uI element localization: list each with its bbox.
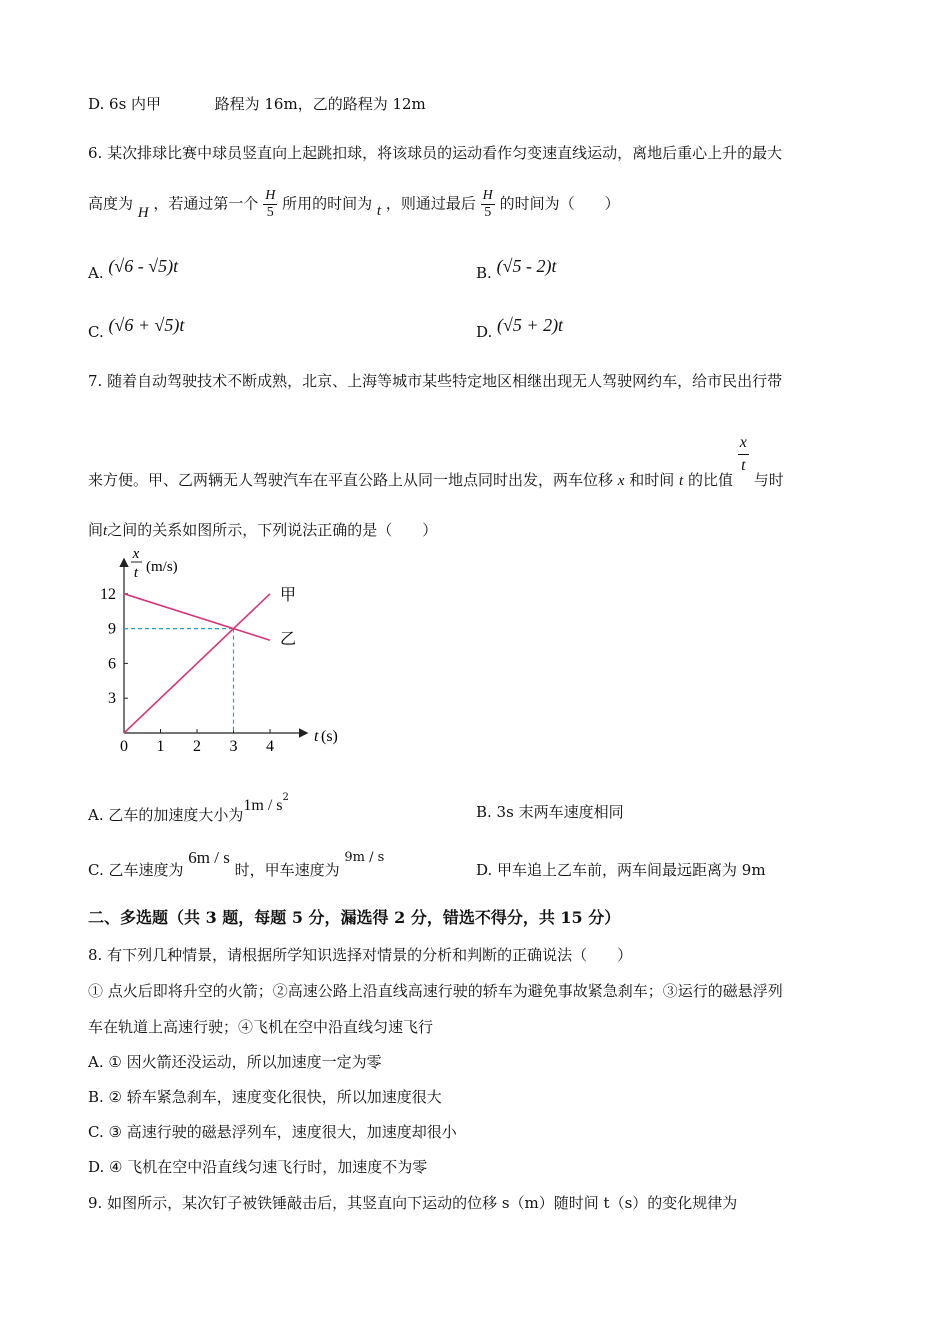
q6-fraction-h5: $\frac{H}{5}$ (265, 188, 276, 220)
chart-ticks (100, 586, 274, 755)
q8-stem-line2: ① 点火后即将升空的火箭；②高速公路上沿直线高速行驶的轿车为避免事故紧急刹车；③运行的磁悬浮列 (88, 982, 783, 1000)
q6-option-a (88, 256, 179, 282)
q5-option-d (88, 94, 426, 114)
option-formula: (√6 + √5)t (108, 315, 185, 335)
q6-var-t: t (376, 202, 382, 219)
option-formula: (√5 + 2)t (497, 315, 564, 335)
section-2-heading: 二、多选题（共 3 题，每题 5 分，漏选得 2 分，错选不得分，共 15 分） (88, 908, 621, 927)
q7-chart (88, 546, 348, 758)
q8-stem-line1: 8. 有下列几种情景，请根据所学知识选择对情景的分析和判断的正确说法（ ） (88, 946, 633, 964)
q6-text-2: ，若通过第一个 (153, 194, 259, 213)
q6-text-3: 所用的时间为 (282, 194, 373, 213)
y-tick-label: 6 (108, 655, 116, 673)
q7-stem-line1: 7. 随着自动驾驶技术不断成熟，北京、上海等城市某些特定地区相继出现无人驾驶网约车，给市民出行带 (88, 372, 783, 390)
y-axis-label-den: t (133, 565, 139, 581)
q6-stem-line2 (88, 188, 620, 232)
q8-option-a: A. ① 因火箭还没运动，所以加速度一定为零 (88, 1053, 382, 1071)
q7-text-a: 来方便。甲、乙两辆无人驾驶汽车在平直公路上从同一地点同时出发，两车位移 (88, 470, 614, 489)
chart-lines (124, 594, 270, 733)
series-line (124, 594, 270, 640)
q7-option-a (88, 792, 289, 826)
option-label: D. (476, 323, 493, 341)
q7c-text-1: C. 乙车速度为 (88, 861, 184, 879)
q8-option-d: D. ④ 飞机在空中沿直线匀速飞行时，加速度不为零 (88, 1158, 428, 1176)
q7a-unit: 1m / s (243, 797, 283, 814)
q6-text-5: 的时间为（ ） (499, 194, 620, 213)
x-tick-label: 4 (266, 738, 274, 755)
x-axis-label-unit: (s) (321, 728, 338, 745)
q7a-text: A. 乙车的加速度大小为 (88, 806, 244, 824)
q7-fraction-xt: $\frac{x}{t}$ (739, 434, 747, 474)
series-line (124, 594, 270, 733)
q7-stem-line2 (88, 432, 784, 489)
q7-text-d: 与时 (753, 470, 784, 489)
q7a-sup: 2 (282, 792, 289, 803)
q6-text-1: 高度为 (88, 194, 134, 213)
q7-var-t2: t (103, 523, 108, 539)
option-formula: (√5 - 2)t (496, 256, 557, 276)
y-axis-label-unit: (m/s) (146, 559, 178, 575)
q7-text-e: 间 (88, 521, 104, 539)
x-tick-label: 3 (229, 738, 238, 755)
q7-option-c (88, 848, 384, 878)
chart-labels (280, 586, 296, 648)
q7-text-c: 的比值 (688, 470, 734, 489)
q6-fraction-h5-2: $\frac{H}{5}$ (482, 188, 493, 220)
q7-text-f: 之间的关系如图所示，下列说法正确的是（ ） (107, 521, 438, 539)
q7-option-b: B. 3s 末两车速度相同 (476, 803, 624, 821)
option-formula: (√6 - √5)t (108, 256, 179, 276)
q7-var-t: t (679, 472, 684, 489)
q7-text-b: 和时间 (629, 470, 675, 489)
q7-stem-line3 (88, 520, 437, 541)
q7c-value-1: 6m / s (188, 848, 230, 867)
q9-stem-line1: 9. 如图所示，某次钉子被铁锤敲击后，其竖直向下运动的位移 s（m）随时间 t（s）的变化规律为 (88, 1194, 738, 1212)
y-tick-label: 3 (108, 690, 116, 708)
q7-var-x: x (617, 472, 625, 489)
option-label: A. (88, 264, 104, 282)
y-tick-label: 12 (100, 585, 116, 603)
x-tick-label: 0 (120, 738, 128, 755)
option-label: B. (476, 264, 492, 282)
q8-option-b: B. ② 轿车紧急刹车，速度变化很快，所以加速度很大 (88, 1088, 442, 1106)
q7c-text-2: 时，甲车速度为 (234, 861, 340, 879)
y-axis-label-num: x (132, 546, 140, 562)
q5d-part1: D. 6s 内甲 (88, 95, 162, 113)
q8-stem-line3: 车在轨道上高速行驶；④飞机在空中沿直线匀速飞行 (88, 1018, 434, 1036)
q6-text-4: ，则通过最后 (385, 194, 476, 213)
q6-stem-line1: 6. 某次排球比赛中球员竖直向上起跳扣球，将该球员的运动看作匀变速直线运动，离地后重心上升的最大 (88, 144, 783, 162)
x-axis-label-t: t (314, 728, 319, 745)
q6-option-b (476, 256, 557, 282)
q8-option-c: C. ③ 高速行驶的磁悬浮列车，速度很大，加速度却很小 (88, 1123, 457, 1141)
q6-option-d (476, 315, 564, 341)
series-label: 甲 (280, 586, 297, 604)
x-tick-label: 2 (193, 738, 201, 755)
option-label: C. (88, 323, 104, 341)
q6-option-c (88, 315, 185, 341)
q6-var-h: H (137, 204, 149, 221)
x-tick-label: 1 (156, 738, 165, 755)
q7-option-d: D. 甲车追上乙车前，两车间最远距离为 9m (476, 861, 766, 879)
y-tick-label: 9 (108, 620, 116, 638)
q7c-value-2: 9m / s (344, 850, 385, 865)
series-label: 乙 (280, 631, 297, 649)
q5d-part2: 路程为 16m，乙的路程为 12m (214, 95, 426, 113)
